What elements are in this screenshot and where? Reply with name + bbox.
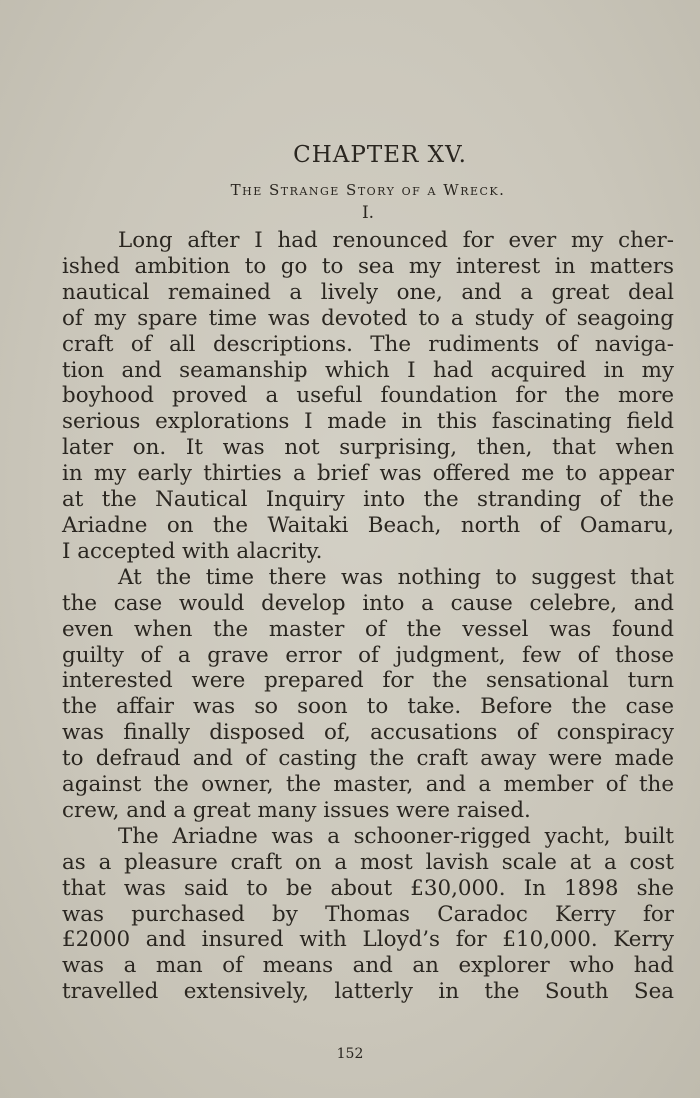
text-line: tion and seamanship which I had acquired in my xyxy=(62,357,674,383)
paragraph-2 xyxy=(62,565,674,824)
text-line: later on. It was not surprising, then, that when xyxy=(62,435,674,461)
text-line: interested were prepared for the sensational turn xyxy=(62,668,674,694)
text-line: boyhood proved a useful foundation for the more xyxy=(62,383,674,409)
text-line: I accepted with alacrity. xyxy=(62,538,323,564)
text-line: ished ambition to go to sea my interest in matters xyxy=(62,253,674,279)
text-line: that was said to be about £30,000. In 1898 she xyxy=(62,875,674,901)
text-line: nautical remained a lively one, and a great deal xyxy=(62,279,674,305)
paragraph-1 xyxy=(62,228,674,565)
text-line: of my spare time was devoted to a study of seagoing xyxy=(62,305,674,331)
text-line: at the Nautical Inquiry into the stranding of the xyxy=(62,487,674,513)
text-line: £2000 and insured with Lloyd’s for £10,000. Kerry xyxy=(62,927,674,953)
text-line: craft of all descriptions. The rudiments of naviga- xyxy=(62,331,674,357)
text-line: Ariadne on the Waitaki Beach, north of Oamaru, xyxy=(62,512,674,538)
text-line: was purchased by Thomas Caradoc Kerry for xyxy=(62,901,674,927)
text-line: as a pleasure craft on a most lavish scale at a cost xyxy=(62,849,674,875)
text-line: At the time there was nothing to suggest that xyxy=(118,564,674,590)
text-line: the affair was so soon to take. Before the case xyxy=(62,694,674,720)
text-line: the case would develop into a cause celebre, and xyxy=(62,590,674,616)
page-number: 152 xyxy=(336,1046,364,1062)
section-number: I. xyxy=(361,203,375,223)
text-line: Long after I had renounced for ever my cher- xyxy=(118,228,674,253)
text-line: was finally disposed of, accusations of conspiracy xyxy=(62,720,674,746)
chapter-subtitle: The Strange Story of a Wreck. xyxy=(230,181,506,199)
text-line: to defraud and of casting the craft away were made xyxy=(62,746,674,772)
text-line: even when the master of the vessel was found xyxy=(62,616,674,642)
text-line: in my early thirties a brief was offered me to appear xyxy=(62,461,674,487)
chapter-title: CHAPTER XV. xyxy=(293,142,467,168)
page-content xyxy=(62,140,674,1005)
paragraph-3 xyxy=(62,824,674,1005)
text-line: The Ariadne was a schooner-rigged yacht, built xyxy=(118,823,674,849)
text-line: travelled extensively, latterly in the South Sea xyxy=(62,979,674,1005)
text-line: was a man of means and an explorer who had xyxy=(62,953,674,979)
text-line: crew, and a great many issues were raised. xyxy=(62,797,531,823)
text-line: guilty of a grave error of judgment, few of those xyxy=(62,642,674,668)
text-line: serious explorations I made in this fascinating field xyxy=(62,409,674,435)
text-line: against the owner, the master, and a member of the xyxy=(62,772,674,798)
